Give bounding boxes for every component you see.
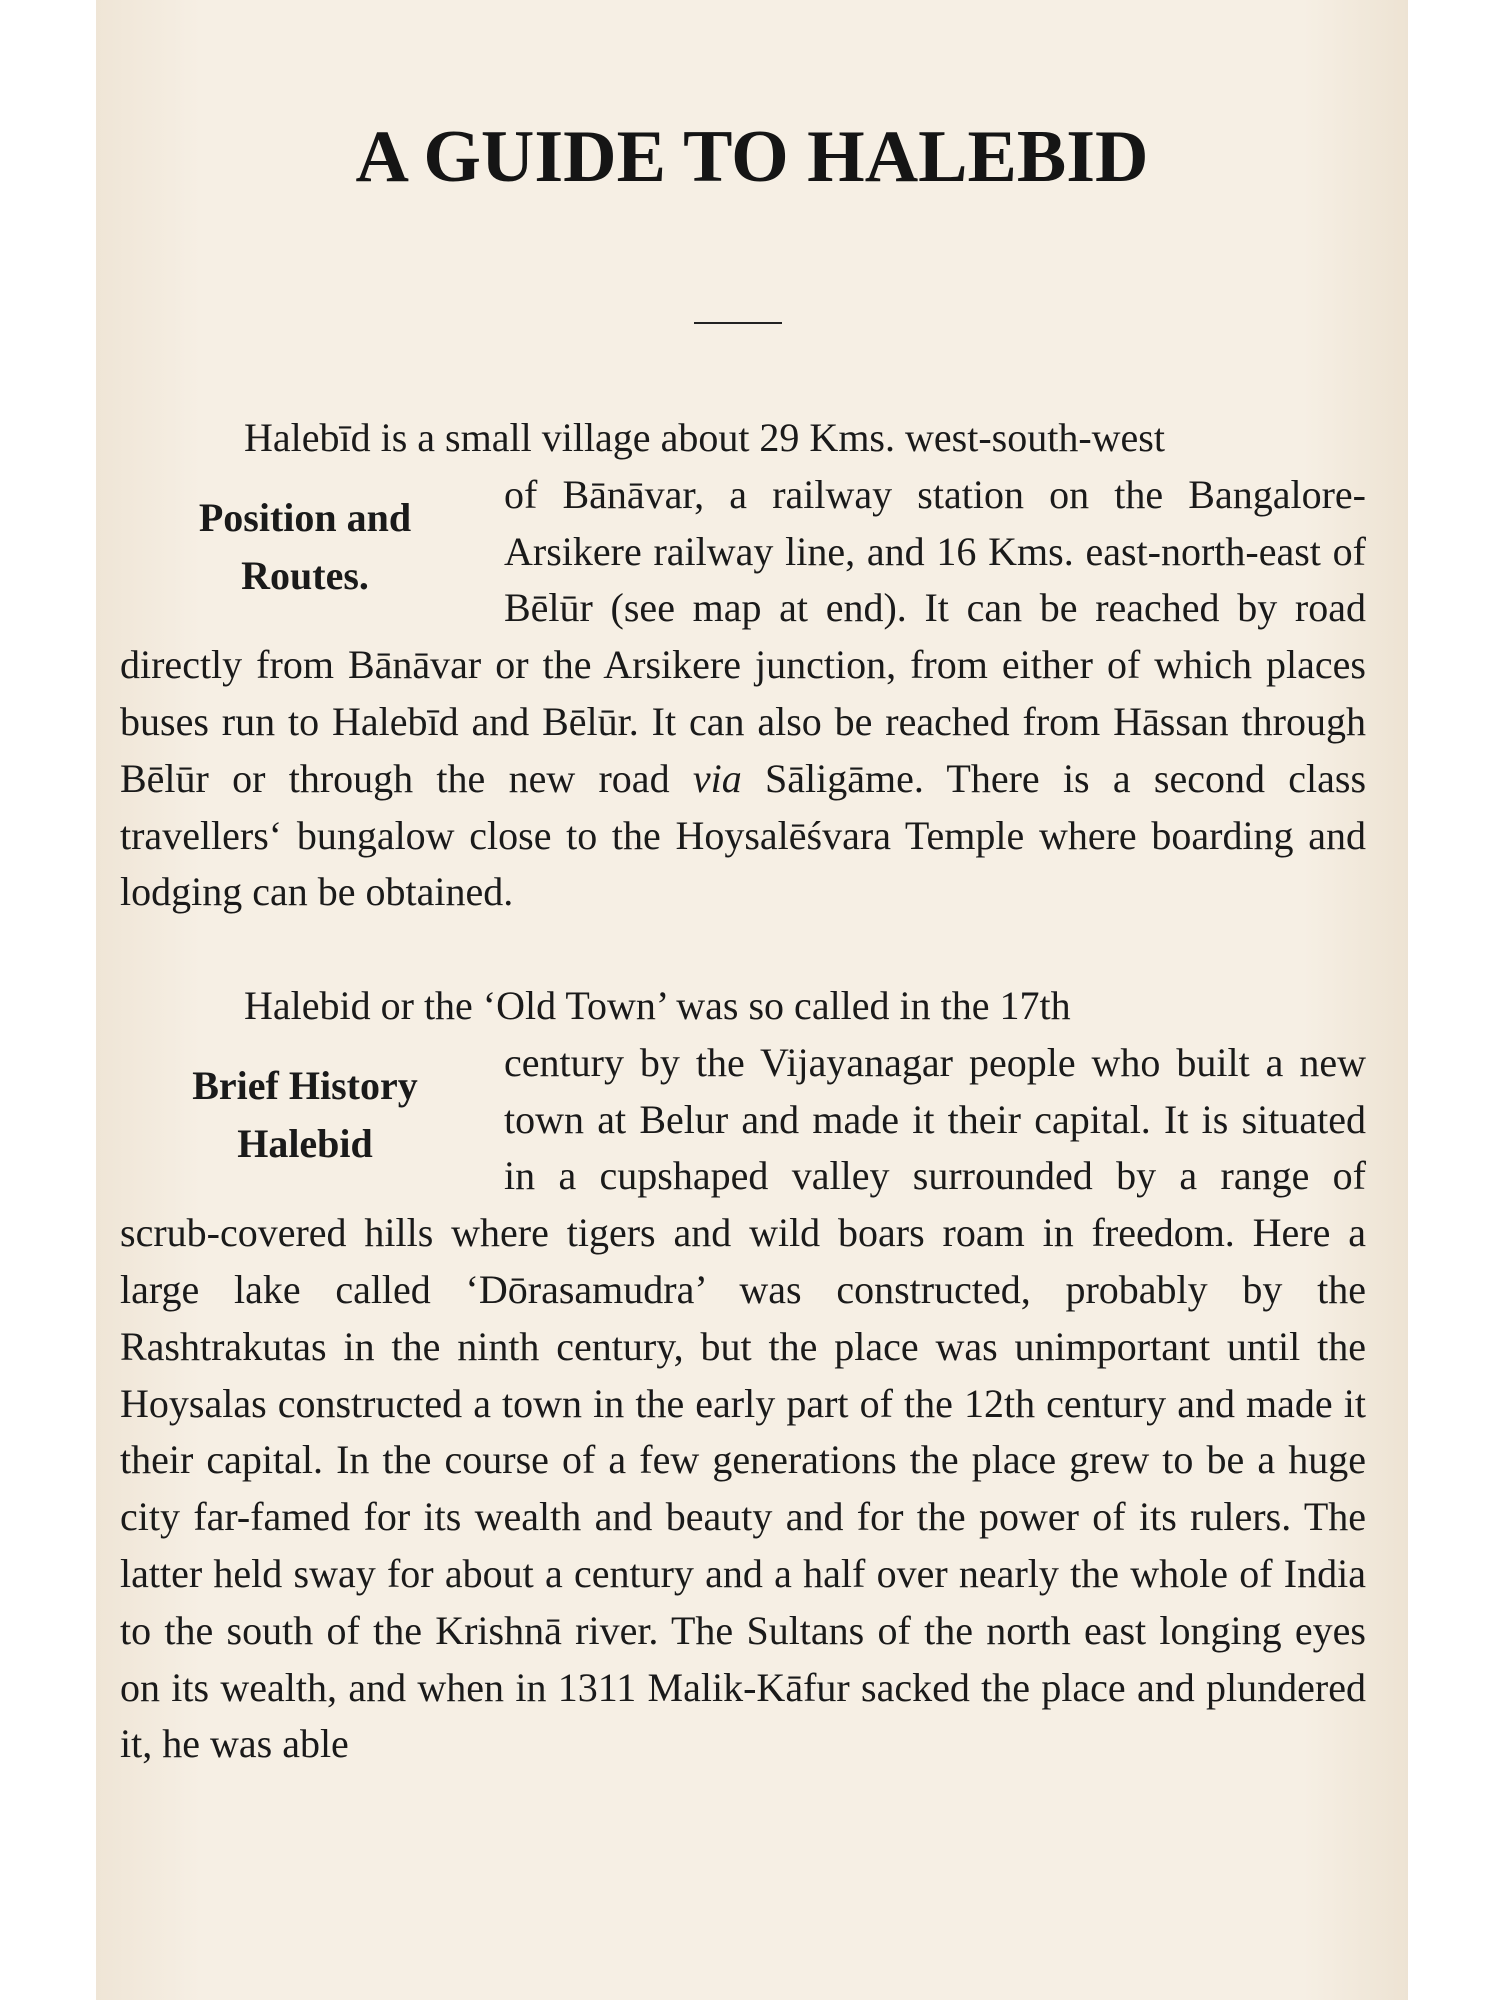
margin-heading-line: Routes.: [241, 552, 369, 598]
margin-heading: [120, 1035, 490, 1205]
margin-heading-line: Position and: [198, 494, 412, 540]
book-page: [96, 0, 1408, 2000]
section-lead-line: Halebid or the ‘Old Town’ was so called in the 17th: [244, 983, 1071, 1028]
section-position-routes: [120, 410, 1366, 921]
section-body: of Bānāvar, a railway station on the Bangalore-Arsikere railway line, and 16 Kms. east-north-east of Bēlūr (see map at end). It can be reached by road directly from Bānāvar or the Arsikere junction, from either of which places buses run to Halebīd and Bēlūr. It can also be reached from Hāssan through Bēlūr or through the new road: [120, 471, 1366, 801]
italic-word: via: [692, 755, 742, 801]
title-divider: [694, 322, 782, 324]
margin-heading-line: Halebid: [237, 1120, 373, 1166]
margin-heading: [120, 467, 490, 637]
section-brief-history: [120, 978, 1366, 1773]
margin-heading-line: Brief History: [192, 1062, 418, 1108]
page-title: A GUIDE TO HALEBID: [355, 116, 1149, 198]
section-body: century by the Vijayanagar people who built a new town at Belur and made it their capital. It is situated in a cupshaped valley surrounded by a range of scrub-covered hills where tigers and wild boars roam in freedom. Here a large lake called ‘Dōrasamudra’ was constructed, probably by the Rashtrakutas in the ninth century, but the place was unimportant until the Hoysalas constructed a town in the early part of the 12th century and made it their capital. In the course of a few generations the place grew to be a huge city far-famed for its wealth and beauty and for the power of its rulers. The latter held sway for about a century and a half over nearly the whole of India to the south of the Krishnā river. The Sultans of the north east longing eyes on its wealth, and when in 1311 Malik-Kāfur sacked the place and plundered it, he was able: [120, 1039, 1366, 1767]
section-lead-line: Halebīd is a small village about 29 Kms. west-south-west: [244, 415, 1165, 460]
section-body-continued: Sāligāme. There is a second class travellers‘ bungalow close to the Hoysalēśvara Temple where boarding and lodging can be obtained.: [120, 755, 1367, 915]
